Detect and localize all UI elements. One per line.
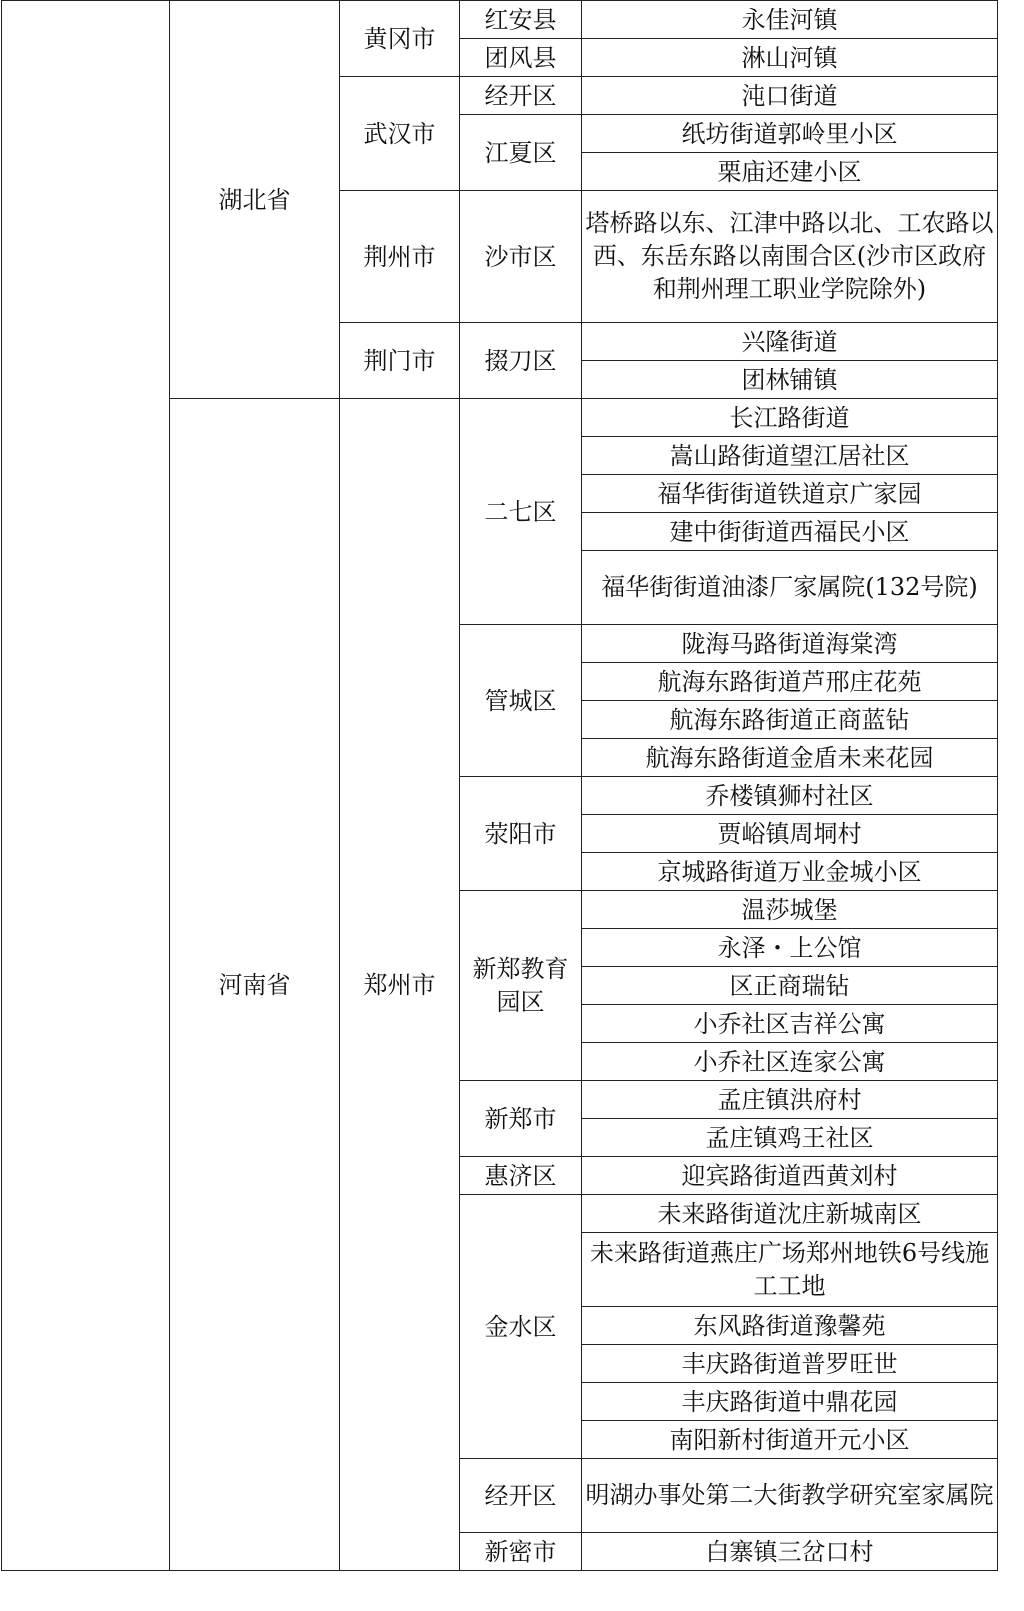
location-cell: 航海东路街道芦邢庄花苑 [582, 663, 998, 701]
location-cell: 建中街街道西福民小区 [582, 513, 998, 551]
district-cell: 经开区 [460, 77, 582, 115]
location-cell: 长江路街道 [582, 399, 998, 437]
location-cell: 永泽・上公馆 [582, 929, 998, 967]
location-cell: 未来路街道沈庄新城南区 [582, 1195, 998, 1233]
city-cell: 荆门市 [340, 323, 460, 399]
city-cell: 武汉市 [340, 77, 460, 191]
district-cell: 新郑市 [460, 1081, 582, 1157]
district-cell: 经开区 [460, 1459, 582, 1533]
table-row [2, 1, 998, 39]
district-cell: 新密市 [460, 1533, 582, 1571]
location-cell: 航海东路街道金盾未来花园 [582, 739, 998, 777]
location-cell: 迎宾路街道西黄刘村 [582, 1157, 998, 1195]
location-cell: 嵩山路街道望江居社区 [582, 437, 998, 475]
district-cell: 江夏区 [460, 115, 582, 191]
location-cell: 永佳河镇 [582, 1, 998, 39]
location-cell: 孟庄镇鸡王社区 [582, 1119, 998, 1157]
province-cell: 湖北省 [170, 1, 340, 399]
location-cell: 小乔社区吉祥公寓 [582, 1005, 998, 1043]
location-cell: 小乔社区连家公寓 [582, 1043, 998, 1081]
district-cell: 掇刀区 [460, 323, 582, 399]
region-table [1, 0, 998, 1571]
location-cell: 沌口街道 [582, 77, 998, 115]
location-cell: 南阳新村街道开元小区 [582, 1421, 998, 1459]
location-cell: 福华街街道铁道京广家园 [582, 475, 998, 513]
location-cell: 航海东路街道正商蓝钻 [582, 701, 998, 739]
location-cell: 栗庙还建小区 [582, 153, 998, 191]
district-cell: 新郑教育园区 [460, 891, 582, 1081]
location-cell: 塔桥路以东、江津中路以北、工农路以西、东岳东路以南围合区(沙市区政府和荆州理工职业学院除外) [582, 191, 998, 323]
district-cell: 管城区 [460, 625, 582, 777]
location-cell: 乔楼镇狮村社区 [582, 777, 998, 815]
location-cell: 东风路街道豫馨苑 [582, 1307, 998, 1345]
location-cell: 福华街街道油漆厂家属院(132号院) [582, 551, 998, 625]
district-cell: 二七区 [460, 399, 582, 625]
location-cell: 明湖办事处第二大街教学研究室家属院 [582, 1459, 998, 1533]
location-cell: 纸坊街道郭岭里小区 [582, 115, 998, 153]
location-cell: 团林铺镇 [582, 361, 998, 399]
index-cell [2, 1, 170, 1571]
location-cell: 淋山河镇 [582, 39, 998, 77]
location-cell: 陇海马路街道海棠湾 [582, 625, 998, 663]
location-cell: 白寨镇三岔口村 [582, 1533, 998, 1571]
location-cell: 区正商瑞钻 [582, 967, 998, 1005]
district-cell: 惠济区 [460, 1157, 582, 1195]
location-cell: 孟庄镇洪府村 [582, 1081, 998, 1119]
district-cell: 团风县 [460, 39, 582, 77]
location-cell: 兴隆街道 [582, 323, 998, 361]
district-cell: 金水区 [460, 1195, 582, 1459]
location-cell: 丰庆路街道普罗旺世 [582, 1345, 998, 1383]
location-cell: 丰庆路街道中鼎花园 [582, 1383, 998, 1421]
location-cell: 温莎城堡 [582, 891, 998, 929]
district-cell: 红安县 [460, 1, 582, 39]
city-cell: 荆州市 [340, 191, 460, 323]
location-cell: 京城路街道万业金城小区 [582, 853, 998, 891]
city-cell: 黄冈市 [340, 1, 460, 77]
location-cell: 贾峪镇周垌村 [582, 815, 998, 853]
district-cell: 沙市区 [460, 191, 582, 323]
district-cell: 荥阳市 [460, 777, 582, 891]
location-cell: 未来路街道燕庄广场郑州地铁6号线施工工地 [582, 1233, 998, 1307]
city-cell: 郑州市 [340, 399, 460, 1571]
province-cell: 河南省 [170, 399, 340, 1571]
